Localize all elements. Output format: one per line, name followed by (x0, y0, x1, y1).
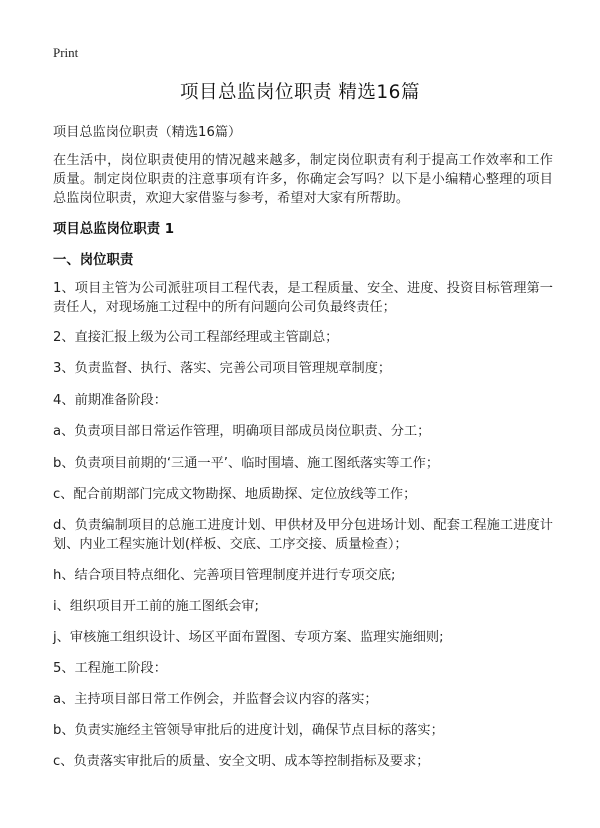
list-item: 3、负责监督、执行、落实、完善公司项目管理规章制度； (53, 361, 392, 376)
list-item: d、负责编制项目的总施工进度计划、甲供材及甲分包进场计划、配套工程施工进度计划、内业工程实施计划(样板、交底、工序交接、质量检查）； (53, 518, 553, 552)
list-item: b、负责实施经主管领导审批后的进度计划，确保节点目标的落实； (53, 723, 444, 738)
intro-paragraph: 在生活中，岗位职责使用的情况越来越多，制定岗位职责有利于提高工作效率和工作质量。制定岗位职责的注意事项有许多，你确定会写吗？以下是小编精心整理的项目总监岗位职责，欢迎大家借鉴与参考，希望对大家有所帮助。 (53, 153, 553, 206)
list-item: c、配合前期部门完成文物勘探、地质勘探、定位放线等工作； (53, 487, 417, 502)
sub-heading: 一、岗位职责 (53, 253, 134, 268)
section-heading: 项目总监岗位职责 1 (53, 222, 175, 237)
page-title: 项目总监岗位职责 精选16篇 (180, 82, 420, 103)
list-item: 1、项目主管为公司派驻项目工程代表，是工程质量、安全、进度、投资目标管理第一责任人，对现场施工过程中的所有问题向公司负最终责任； (53, 281, 553, 315)
list-item: i、组织项目开工前的施工图纸会审; (53, 599, 259, 614)
list-item: 2、直接汇报上级为公司工程部经理或主管副总； (53, 330, 339, 345)
list-item: b、负责项目前期的‘三通一平’、临时围墙、施工图纸落实等工作； (53, 456, 440, 471)
list-item: j、审核施工组织设计、场区平面布置图、专项方案、监理实施细则; (53, 630, 444, 645)
list-item: a、主持项目部日常工作例会，并监督会议内容的落实； (53, 692, 378, 707)
print-label: Print (53, 45, 79, 60)
document-subtitle: 项目总监岗位职责（精选16篇） (53, 125, 242, 140)
list-item: a、负责项目部日常运作管理，明确项目部成员岗位职责、分工； (53, 424, 431, 439)
list-item: 4、前期准备阶段： (53, 393, 167, 408)
list-item: c、负责落实审批后的质量、安全文明、成本等控制指标及要求； (53, 754, 430, 769)
list-item: 5、工程施工阶段： (53, 661, 167, 676)
list-item: h、结合项目特点细化、完善项目管理制度并进行专项交底; (53, 568, 396, 583)
